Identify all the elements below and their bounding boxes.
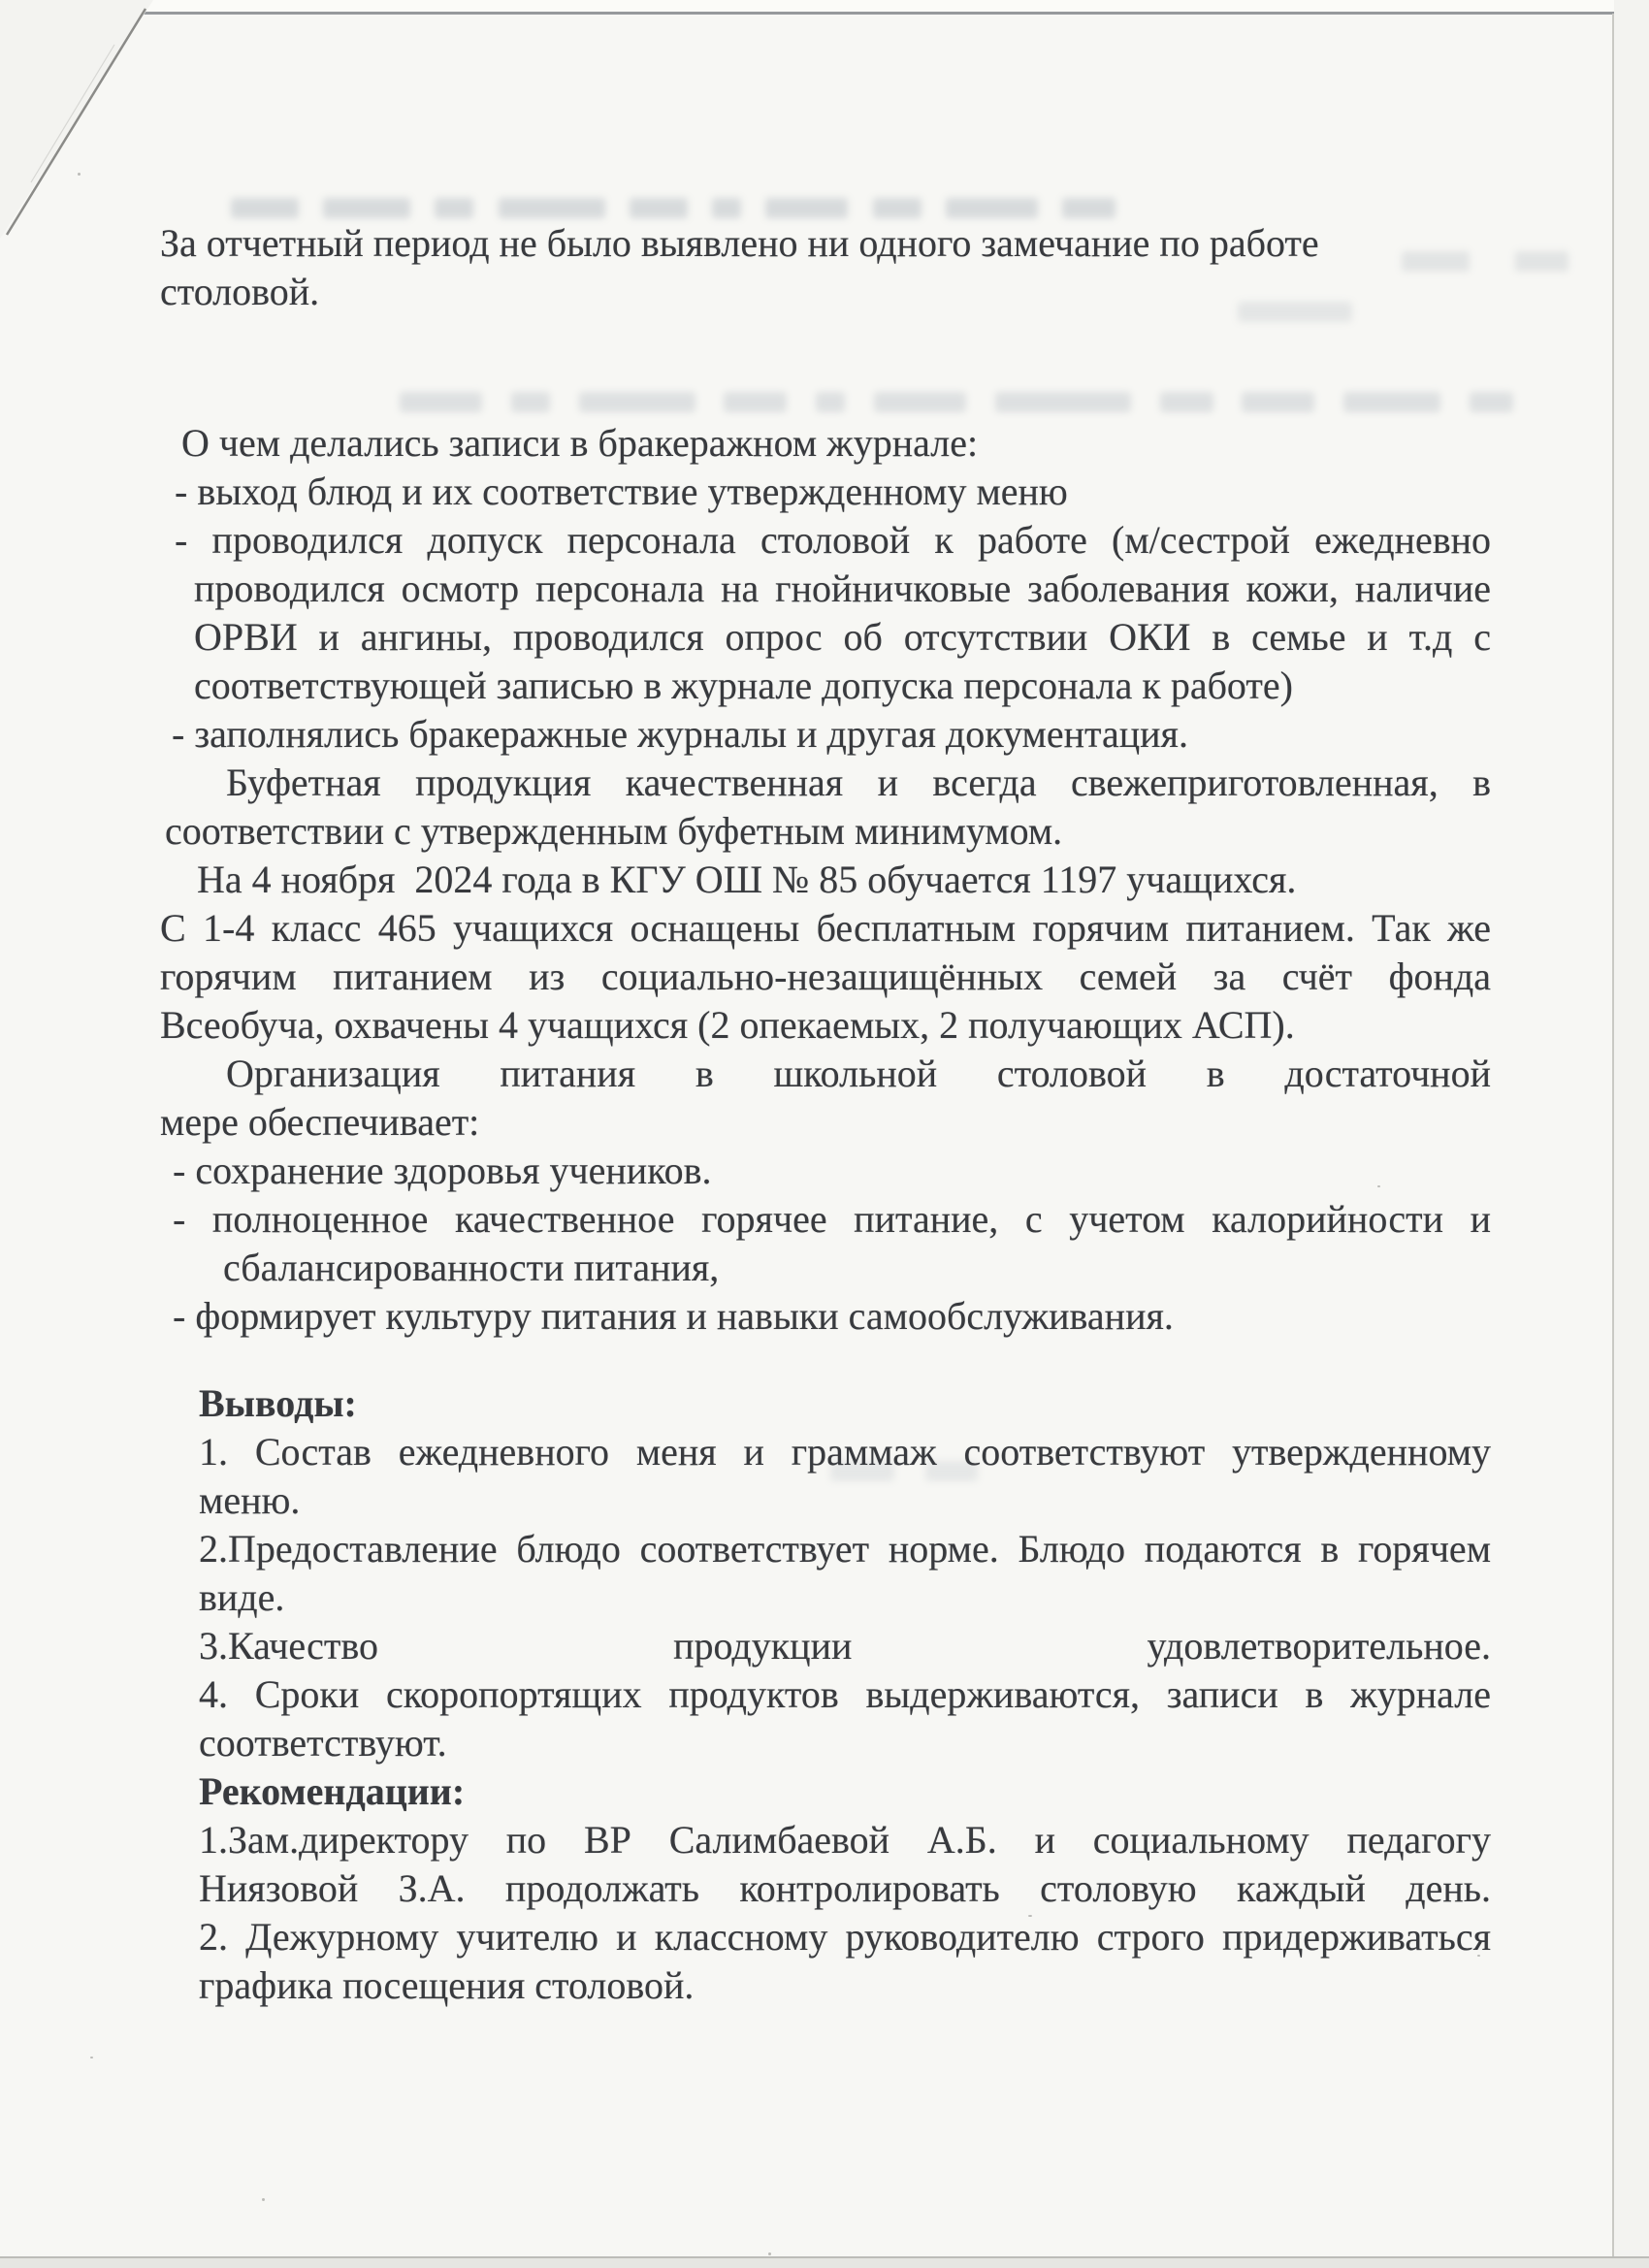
paragraph-enrollment-line: На 4 ноября 2024 года в КГУ ОШ № 85 обучается 1197 учащихся. [197,858,1297,901]
scan-right-band [1614,0,1649,2268]
blank-gap [160,316,1491,419]
paragraph-enrollment-line: горячим питанием из социально-незащищённых семей за счёт фонда [160,955,1491,998]
bullet-item-continuation: соответствующей записью в журнале допуска персонала к работе) [194,664,1293,707]
recommendation-item-continuation: графика посещения столовой. [199,1963,695,2007]
fold-crease-line [0,0,170,252]
conclusion-item: 2.Предоставление блюдо соответствует норме. Блюдо подаются в горячем [199,1527,1491,1571]
document-text-block [160,219,1491,2010]
bullet-item: - выход блюд и их соответствие утвержденному меню [175,470,1068,513]
recommendation-item: 1.Зам.директору по ВР Салимбаевой А.Б. и социальному педагогу [199,1818,1491,1862]
paragraph-buffet-line: соответствии с утвержденным буфетным минимумом. [165,809,1063,853]
bullet-item: - заполнялись бракеражные журналы и другая документация. [172,712,1188,756]
scan-top-band [0,0,1649,12]
scan-bottom-edge [0,2256,1649,2268]
paragraph-summary-line: столовой. [160,270,320,313]
conclusion-item-continuation: меню. [199,1478,301,1522]
recommendation-item-continuation: Ниязовой З.А. продолжать контролировать столовую каждый день. [199,1866,1491,1910]
conclusion-item: 3.Качество продукции удовлетворительное. [199,1624,1491,1668]
journal-records-intro: О чем делались записи в бракеражном журнале: [181,421,979,465]
blank-gap [160,1341,1491,1379]
conclusion-item-continuation: виде. [199,1575,285,1619]
bullet-item: - формирует культуру питания и навыки самообслуживания. [173,1294,1174,1338]
bullet-item: - проводился допуск персонала столовой к работе (м/сестрой ежедневно [175,518,1491,562]
conclusion-item: 4. Сроки скоропортящих продуктов выдерживаются, записи в журнале [199,1672,1491,1716]
scan-right-edge [1612,14,1614,2256]
scan-top-edge [136,12,1614,15]
bullet-item-continuation: ОРВИ и ангины, проводился опрос об отсутствии ОКИ в семье и т.д с [194,615,1491,659]
paragraph-organization-line: мере обеспечивает: [160,1100,480,1144]
paragraph-enrollment-line: С 1-4 класс 465 учащихся оснащены бесплатным горячим питанием. Так же [160,906,1491,950]
paragraph-enrollment-line: Всеобуча, охвачены 4 учащихся (2 опекаемых, 2 получающих АСП). [160,1003,1295,1047]
paragraph-summary-line: За отчетный период не было выявлено ни одного замечание по работе [160,221,1319,265]
paragraph-organization-line: Организация питания в школьной столовой в достаточной [226,1052,1491,1095]
bullet-item: - полноценное качественное горячее питание, с учетом калорийности и [173,1197,1491,1241]
heading-recommendations: Рекомендации: [199,1769,466,1813]
bullet-item-continuation: сбалансированности питания, [223,1246,720,1289]
conclusion-item-continuation: соответствуют. [199,1721,447,1765]
paragraph-buffet-line: Буфетная продукция качественная и всегда свежеприготовленная, в [226,761,1491,804]
bullet-item: - сохранение здоровья учеников. [173,1149,712,1192]
heading-conclusions: Выводы: [199,1381,357,1425]
bullet-item-continuation: проводился осмотр персонала на гнойничковые заболевания кожи, наличие [194,567,1491,610]
recommendation-item: 2. Дежурному учителю и классному руководителю строго придерживаться [199,1915,1491,1959]
conclusion-item: 1. Состав ежедневного меня и граммаж соответствуют утвержденному [199,1430,1491,1474]
